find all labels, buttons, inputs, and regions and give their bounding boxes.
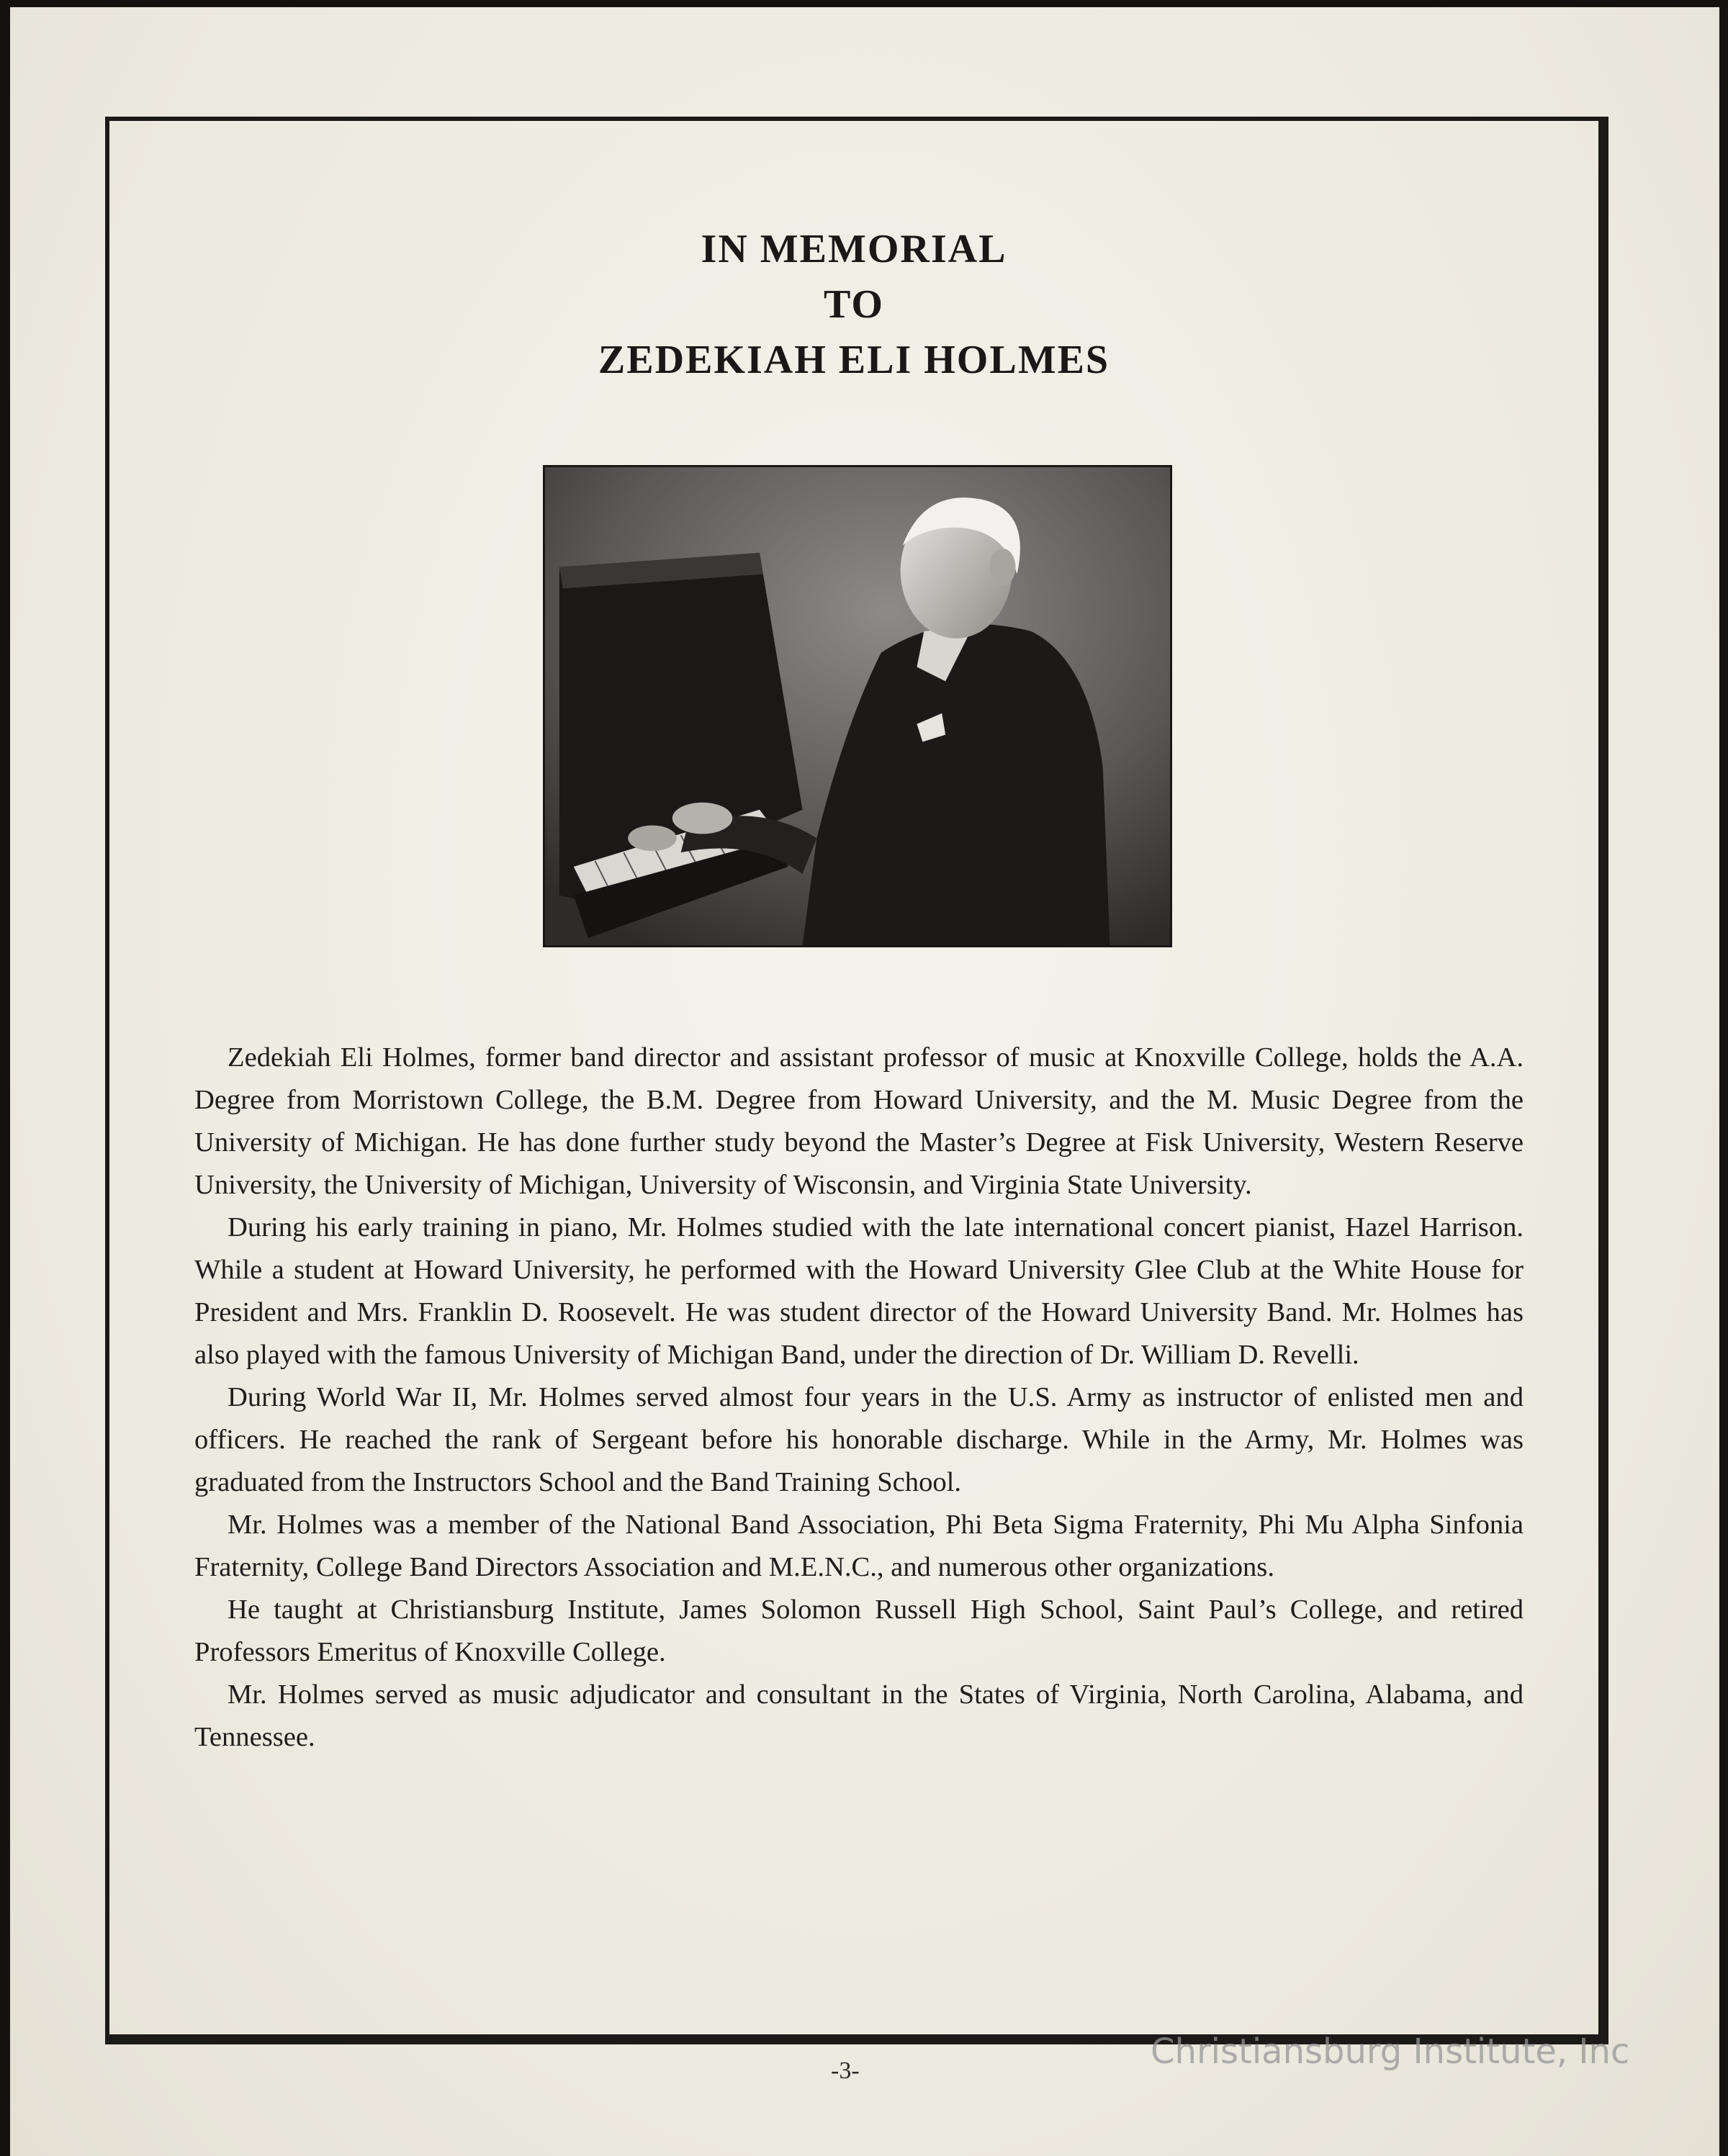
portrait-photo xyxy=(543,465,1172,947)
pianist-portrait-icon xyxy=(545,467,1170,945)
biography-text xyxy=(194,1037,1524,1759)
paragraph-teaching: He taught at Christiansburg Institute, James Solomon Russell High School, Saint Paul’s College, and retired Professors Emeritus of Knoxville College. xyxy=(194,1595,1524,1667)
paragraph-piano-training: During his early training in piano, Mr. Holmes studied with the late international concert pianist, Hazel Harrison. While a student at Howard University, he performed with the Howard University Glee Club at the White House for President and Mrs. Franklin D. Roosevelt. He was student director of the Howard University Band. Mr. Holmes has also played with the famous University of Michigan Band, under the direction of Dr. William D. Revelli. xyxy=(194,1212,1524,1370)
watermark-text: Christiansburg Institute, Inc xyxy=(1151,2031,1630,2072)
page-border-frame xyxy=(105,117,1608,2044)
title-line-1: IN MEMORIAL xyxy=(701,227,1007,271)
paragraph-education: Zedekiah Eli Holmes, former band director and assistant professor of music at Knoxville College, holds the A.A. Degree from Morristown College, the B.M. Degree from Howard University, and the M. Music Degree from the University of Michigan. He has done further study beyond the Master’s Degree at Fisk University, Western Reserve University, the University of Michigan, University of Wisconsin, and Virginia State University. xyxy=(194,1042,1524,1200)
paragraph-military-service: During World War II, Mr. Holmes served almost four years in the U.S. Army as instructor of enlisted men and officers. He reached the rank of Sergeant before his honorable discharge. While in the Army, Mr. Holmes was graduated from the Instructors School and the Band Training School. xyxy=(194,1382,1524,1497)
title-line-2: TO xyxy=(824,282,884,327)
document-page xyxy=(10,7,1719,2156)
title-line-3: ZEDEKIAH ELI HOLMES xyxy=(598,338,1110,382)
memorial-title xyxy=(109,222,1598,388)
page-number: -3- xyxy=(831,2057,860,2084)
paragraph-memberships: Mr. Holmes was a member of the National Band Association, Phi Beta Sigma Fraternity, Phi Mu Alpha Sinfonia Fraternity, College Band Directors Association and M.E.N.C., and numerous other organizations. xyxy=(194,1510,1524,1582)
paragraph-adjudicator: Mr. Holmes served as music adjudicator and consultant in the States of Virginia, North Carolina, Alabama, and Tennessee. xyxy=(194,1679,1524,1752)
